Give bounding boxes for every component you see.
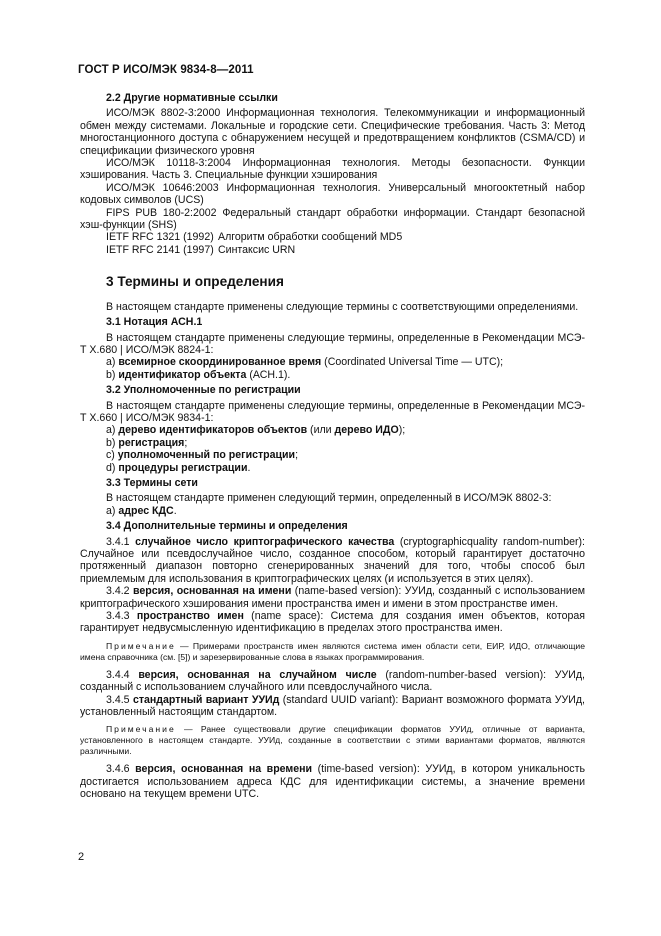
term-name: дерево идентификаторов объектов xyxy=(118,424,308,437)
list-marker: b) xyxy=(106,436,116,449)
term-rest: . xyxy=(173,504,177,517)
term-number: 3.4.5 xyxy=(106,693,130,706)
term-definition: (standard UUID variant): Вариант возможного формата УУИд, установленный настоящим стандартом. xyxy=(80,693,585,719)
term-name: случайное число криптографического качества xyxy=(135,535,395,548)
reference-fips-180-2: FIPS PUB 180-2:2002 Федеральный стандарт обработки информации. Стандарт безопасной хэш-функции (SHS) xyxy=(80,206,585,232)
list-item xyxy=(80,424,585,436)
rfc-title: Алгоритм обработки сообщений MD5 xyxy=(218,231,403,244)
reference-iso-8802-3: ИСО/МЭК 8802-3:2000 Информационная технология. Телекоммуникации и информационный обмен между системами. Локальные и городские сети. Специфические требования. Часть 3: Метод многостанционного доступа с обнаружением несущей и предотвращением конфликтов (CSMA/CD) и спецификации физического уровня xyxy=(80,107,585,157)
note-label: Примечание xyxy=(106,724,176,735)
section-3-3-title: 3.3 Термины сети xyxy=(106,476,198,489)
term-3-4-3 xyxy=(80,610,585,635)
term-number: 3.4.4 xyxy=(106,668,130,681)
list-item xyxy=(80,356,585,368)
list-item xyxy=(80,462,585,474)
reference-rfc-2141 xyxy=(80,244,585,256)
term-3-4-5 xyxy=(80,694,585,719)
reference-iso-10118-3: ИСО/МЭК 10118-3:2004 Информационная технология. Методы безопасности. Функции хэширования. Часть 3. Специальные функции хэширования xyxy=(80,157,585,182)
note-text: — Примерами пространств имен являются система имен области сети, ЕИР, ИДО, отличающие имена справочника (см. [5]) и зарезервированные слова в языках программирования. xyxy=(80,640,585,662)
term-mid: (или xyxy=(307,424,335,437)
term-name: версия, основанная на имени xyxy=(133,585,292,598)
term-number: 3.4.6 xyxy=(106,763,130,776)
rfc-code: IETF RFC 2141 (1997) xyxy=(106,243,214,256)
section-3-2-title: 3.2 Уполномоченные по регистрации xyxy=(106,384,301,397)
term-rest: . xyxy=(247,461,251,474)
note-2 xyxy=(80,724,585,757)
term-name: идентификатор объекта xyxy=(118,368,247,381)
list-marker: a) xyxy=(106,504,116,517)
term-name: всемирное скоординированное время xyxy=(118,356,322,369)
term-3-4-4 xyxy=(80,669,585,694)
term-number: 3.4.2 xyxy=(106,585,130,598)
list-item xyxy=(80,437,585,449)
term-definition: (name-based version): УУИд, созданный с использованием криптографического хэширования имени пространства имен и имени в этом пространстве имен. xyxy=(80,585,586,610)
term-definition: (name space): Система для создания имен объектов, которая гарантирует недвусмысленную идентификацию в пределах этого пространства имен. xyxy=(80,610,585,635)
term-number: 3.4.3 xyxy=(106,610,130,623)
reference-rfc-1321 xyxy=(80,231,585,243)
term-name: стандартный вариант УУИд xyxy=(132,693,280,706)
list-item xyxy=(80,449,585,461)
note-1 xyxy=(80,641,585,663)
section-3-title: 3 Термины и определения xyxy=(106,274,284,290)
term-rest: ; xyxy=(295,449,299,462)
term-definition: (random-number-based version): УУИд, созданный с использованием случайного или псевдослучайного числа. xyxy=(80,668,585,694)
list-item xyxy=(80,505,585,517)
term-name: пространство имен xyxy=(136,610,244,623)
rfc-code: IETF RFC 1321 (1992) xyxy=(106,231,214,244)
term-name: регистрация xyxy=(118,436,185,449)
page-content xyxy=(80,92,585,801)
list-marker: d) xyxy=(106,461,116,474)
list-marker: a) xyxy=(106,356,116,369)
list-item xyxy=(80,369,585,381)
term-rest: (АСН.1). xyxy=(246,368,291,381)
section-3-4-title: 3.4 Дополнительные термины и определения xyxy=(106,520,348,533)
term-definition: (cryptographicquality random-number): Случайное или псевдослучайное число, созданное способом, который гарантирует достаточно протяженный диапазон повторно сгенерированных значений для того, чтобы способ был приемлемым для использования в криптографических целях (и используется в этих целях). xyxy=(80,535,586,585)
note-label: Примечание xyxy=(106,640,176,651)
list-marker: c) xyxy=(106,449,115,462)
rfc-title: Синтаксис URN xyxy=(218,243,296,256)
section-3-2-intro: В настоящем стандарте применены следующие термины, определенные в Рекомендации МСЭ-Т Х.660 | ИСО/МЭК 9834-1: xyxy=(80,399,585,424)
term-name-alt: дерево ИДО xyxy=(334,424,399,437)
term-definition: (time-based version): УУИд, в котором уникальность достигается использованием адреса КДС для идентификации системы, а значение времени основано на текущем времени UTC. xyxy=(80,763,585,801)
page-number: 2 xyxy=(78,851,85,863)
section-3-3-intro: В настоящем стандарте применен следующий термин, определенный в ИСО/МЭК 8802-3: xyxy=(106,492,552,505)
list-marker: a) xyxy=(106,424,116,437)
section-3-1-title: 3.1 Нотация АСН.1 xyxy=(106,316,203,329)
term-name: процедуры регистрации xyxy=(118,461,248,474)
term-3-4-1 xyxy=(80,536,585,586)
term-name: версия, основанная на времени xyxy=(135,763,313,776)
reference-iso-10646: ИСО/МЭК 10646:2003 Информационная технология. Универсальный многооктетный набор кодовых символов (UCS) xyxy=(80,181,585,207)
term-rest: ; xyxy=(184,436,188,449)
list-marker: b) xyxy=(106,368,116,381)
term-rest: ); xyxy=(398,424,406,437)
document-header: ГОСТ Р ИСО/МЭК 9834-8—2011 xyxy=(78,64,254,76)
term-name: адрес КДС xyxy=(118,504,174,517)
term-3-4-2 xyxy=(80,585,585,610)
section-3-1-intro: В настоящем стандарте применены следующие термины, определенные в Рекомендации МСЭ-Т Х.680 | ИСО/МЭК 8824-1: xyxy=(80,331,585,356)
term-3-4-6 xyxy=(80,763,585,800)
term-name: уполномоченный по регистрации xyxy=(117,449,296,462)
note-text: — Ранее существовали другие спецификации форматов УУИд, отличные от варианта, установленного в настоящем стандарте. УУИд, созданные в соответствии с этими вариантами форматов, являются различными. xyxy=(80,724,585,757)
section-2-2-title: 2.2 Другие нормативные ссылки xyxy=(106,92,278,104)
term-name: версия, основанная на случайном числе xyxy=(138,668,377,681)
section-3-intro: В настоящем стандарте применены следующие термины с соответствующими определениями. xyxy=(106,300,579,313)
term-rest: (Coordinated Universal Time — UTC); xyxy=(321,356,504,369)
term-number: 3.4.1 xyxy=(106,535,130,548)
